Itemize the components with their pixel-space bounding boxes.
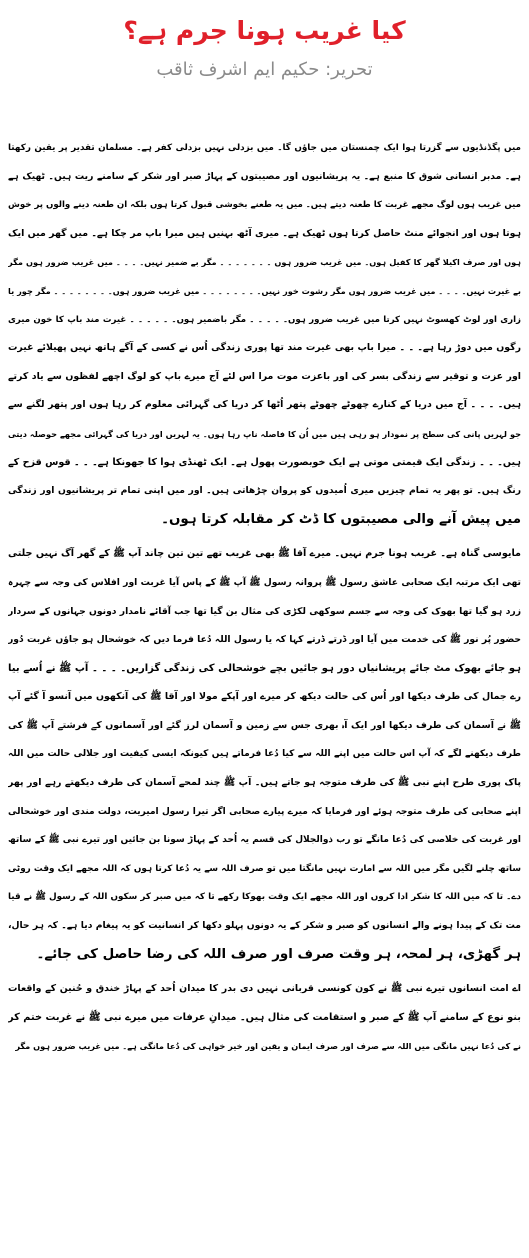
paragraph-line: میں غریب ہوں لوگ مجھے غربت کا طعنہ دیتے ہیں۔ میں یہ طعنے بخوشی قبول کرتا ہوں بلکہ ان طعنہ دینے والوں پر خوش xyxy=(8,200,521,211)
paragraph-line: طرف دیکھنے لگے کہ آپ اس حالت میں اپنے اللہ سے کیا دُعا فرماتے ہیں کیونکہ ایسی کیفیت اور جلالی حالت میں اللہ xyxy=(8,749,521,760)
article-body xyxy=(8,134,521,1061)
paragraph-line: مایوسی گناہ ہے۔ غریب ہونا جرم نہیں۔ میرے آقا ﷺ بھی غریب تھے تین تین چاند آپ ﷺ کے گھر آگ نہیں جلتی xyxy=(8,548,521,560)
paragraph-line: پاک پوری طرح اپنے نبی ﷺ کی طرف متوجہ ہو جاتے ہیں۔ آپ ﷺ چند لمحے آسمان کی طرف دیکھتے رہے اور پھر xyxy=(8,777,521,789)
article-byline: تحریر: حکیم ایم اشرف ثاقب xyxy=(156,59,373,80)
paragraph-line: رگوں میں دوڑ رہا ہے۔ ۔ ۔ میرا باپ بھی غیرت مند تھا پوری زندگی اُس نے کسی کے آگے ہاتھ نہیں پھیلائے غیرت xyxy=(8,342,521,354)
paragraph-line: ﷺ نے آسمان کی طرف دیکھا اور ایک آہ بھری جس سے زمین و آسمان لرز گئے اور آسمانوں کے فرشتے آپ ﷺ کی xyxy=(8,719,521,731)
paragraph-line: جو لہریں پانی کی سطح پر نمودار ہو رہی ہیں میں اُن کا فاصلہ ناپ رہا ہوں۔ یہ لہریں اور دریا کی گہرائی مجھے حوصلہ دیتی xyxy=(8,428,521,439)
paragraph-line: بنو نوع کے سامنے آپ ﷺ کے صبر و استقامت کی مثال ہیں۔ میدانِ عرفات میں میرے نبی ﷺ نے غربت ختم کر xyxy=(8,1011,521,1023)
paragraph-line: نے کی دُعا نہیں مانگی میں اللہ سے صرف اور صرف ایمان و یقین اور خیر خواہی کی دُعا مانگی ہے۔ میں غریب ضرور ہوں مگر xyxy=(15,1041,521,1052)
paragraph-line: ہوتا ہوں اور انجوائے منٹ حاصل کرتا ہوں ٹھیک ہے۔ میری آٹھ بہنیں ہیں میرا باپ مر چکا ہے۔ میں گھر میں ایک xyxy=(8,227,521,239)
paragraph-line: تھی ایک مرتبہ ایک صحابی عاشق رسول ﷺ پروانہ رسول ﷺ آپ ﷺ کے پاس آیا غربت اور افلاس کی وجہ سے چہرہ xyxy=(8,576,521,588)
article-title: کیا غریب ہونا جرم ہے؟ xyxy=(123,16,406,45)
paragraph-line: ساتھ چلنے لگیں مگر میں اللہ سے امارت نہیں مانگتا میں تو صرف اللہ سے یہ دُعا کرتا ہوں کہ اللہ مجھے ایک وقت روٹی xyxy=(8,863,521,874)
paragraph-line: ہوں اور صرف اکیلا گھر کا کفیل ہوں۔ میں غریب ضرور ہوں ۔ ۔ ۔ ۔ ۔ ۔ ۔ مگر بے ضمیر نہیں۔ ۔ ۔ ۔ میں غریب ضرور ہوں مگر xyxy=(8,257,521,268)
paragraph-line: ہے۔ مدبر انسانی شوق کا منبع ہے۔ یہ پریشانیوں اور مصیبتوں کے پہاڑ صبر اور شکر کے سامنے ریت ہیں۔ ٹھیک ہے xyxy=(8,170,521,182)
paragraph-line: رے جمال کی طرف دیکھا اور اُس کی حالت دیکھ کر میرے اور آپکے مولا اور آقا ﷺ کی آنکھوں میں آنسو آ گئے آپ xyxy=(8,691,521,703)
paragraph-line: حضور پُر نور ﷺ کی خدمت میں آیا اور ڈرتے ڈرتے کہا کہ یا رسول اللہ دُعا فرما دیں کہ خوشحال ہو جاؤں غربت دُور xyxy=(8,634,521,646)
paragraph-line: زرد ہو گیا تھا بھوک کی وجہ سے جسم سوکھی لکڑی کی مثال بن گیا تھا جب آقائے نامدار دونوں جہانوں کے سردار xyxy=(8,605,521,617)
paragraph-line: ہو جائے بھوک مٹ جائے پریشانیاں دور ہو جائیں بچے خوشحالی کی زندگی گزاریں۔ ۔ ۔ ۔ آپ ﷺ نے اُسے بیا xyxy=(8,662,521,674)
paragraph-line: زاری اور لوٹ کھسوٹ نہیں کرتا میں غریب ضرور ہوں۔ ۔ ۔ ۔ ۔ مگر باضمیر ہوں۔ ۔ ۔ ۔ ۔ ۔ غیرت مند باپ کا خون میری xyxy=(8,314,521,325)
paragraph-line: اپنے صحابی کی طرف متوجہ ہوئے اور فرمایا کہ میرے پیارے صحابی اگر تیرا رسول امیریت، دولت مندی اور خوشحالی xyxy=(8,806,521,817)
paragraph-line: ہیں۔ ۔ ۔ زندگی ایک قیمتی موتی ہے ایک خوبصورت پھول ہے۔ ایک ٹھنڈی ہوا کا جھونکا ہے۔ ۔ ۔ قوس قزح کے xyxy=(8,456,521,468)
paragraph-line: ہیں۔ ۔ ۔ ۔ آج میں دریا کے کنارے چھوٹے چھوٹے پتھر اُٹھا کر دریا کی گہرائی معلوم کر رہا ہوں اور پتھر لگنے سے xyxy=(8,399,521,411)
article-paragraph xyxy=(8,540,521,969)
paragraph-line: رنگ ہیں۔ تو پھر یہ تمام چیزیں میری اُمیدوں کو پروان چڑھاتی ہیں۔ اور میں اپنی تمام تر پریشانیوں اور زندگی xyxy=(8,485,521,497)
paragraph-line: اور غربت کی خلاصی کی دُعا مانگے تو رب ذوالجلال کی قسم یہ اُحد کے پہاڑ سونا بن جائیں اور تیرے نبی ﷺ کے ساتھ xyxy=(8,835,521,846)
paragraph-line: میں پگڈنڈیوں سے گزرتا ہوا ایک چمنستان میں جاؤں گا۔ میں بزدلی نہیں بزدلی کفر ہے۔ مسلمان تقدیر پر یقین رکھتا xyxy=(8,143,521,153)
paragraph-line: میں پیش آنے والی مصیبتوں کا ڈٹ کر مقابلہ کرتا ہوں۔ xyxy=(161,511,521,527)
article-paragraph xyxy=(8,975,521,1061)
paragraph-line: بے غیرت نہیں۔ ۔ ۔ ۔ میں غریب ضرور ہوں مگر رشوت خور نہیں۔ ۔ ۔ ۔ ۔ ۔ ۔ ۔ میں غریب ضرور ہوں۔ ۔ ۔ ۔ ۔ ۔ ۔ ۔ مگر چور یا xyxy=(8,285,521,296)
paragraph-line: ہر گھڑی، ہر لمحہ، ہر وقت صرف اور صرف اللہ کی رضا حاصل کی جائے۔ xyxy=(36,946,521,962)
article-paragraph xyxy=(8,134,521,534)
paragraph-line: اور عزت و توقیر سے زندگی بسر کی اور باعزت موت مرا اس لئے آج میرے باپ کو لوگ اچھے لفظوں سے یاد کرتے xyxy=(8,370,521,382)
paragraph-line: مت تک کے پیدا ہونے والے انسانوں کو صبر و شکر کے یہ دونوں پہلو دکھا کر انسانیت کو یہ پیغام دیا ہے۔ کہ ہر حال، xyxy=(8,920,521,932)
paragraph-line: دے۔ تا کہ میں اللہ کا شکر ادا کروں اور اللہ مجھے ایک وقت بھوکا رکھے تا کہ میں صبر کر سکوں اللہ کے رسول ﷺ نے قیا xyxy=(8,892,521,903)
paragraph-line: اے امت انسانوں تیرے نبی ﷺ نے کون کونسی قربانی نہیں دی بدر کا میدان اُحد کے پہاڑ خندق و حُنین کے واقعات xyxy=(8,983,521,995)
